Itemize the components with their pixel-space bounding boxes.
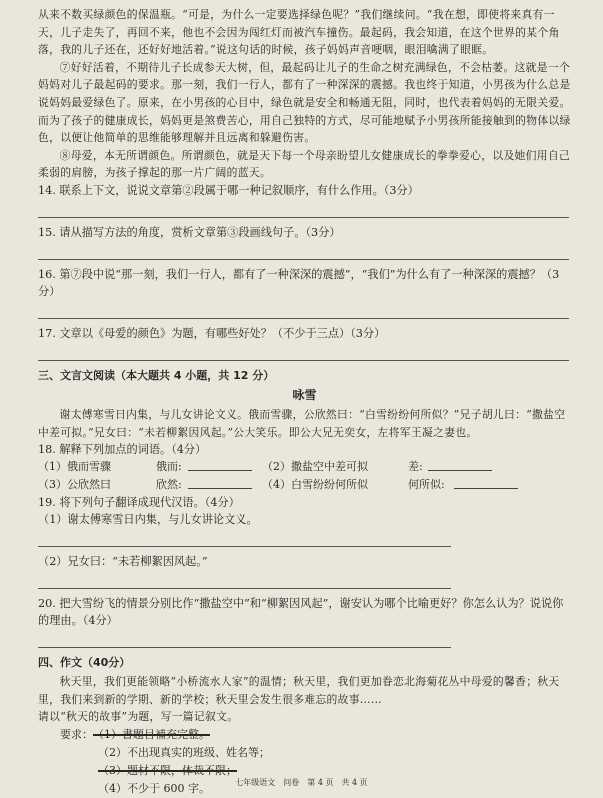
answer-line[interactable]	[38, 300, 569, 319]
question-18: 18. 解释下列加点的词语。（4分）	[38, 443, 207, 457]
q18-word: 欣然:	[156, 478, 182, 492]
essay-task: 请以“秋天的故事”为题，写一篇记叙文。	[38, 710, 239, 724]
q18-word: 差:	[408, 460, 423, 474]
section-heading: 三、文言文阅读（本大题共 4 小题，共 12 分）	[38, 368, 275, 382]
answer-line[interactable]	[38, 528, 451, 547]
question-19-2: （2）兄女曰：“未若柳絮因风起。”	[38, 555, 208, 569]
answer-line[interactable]	[38, 570, 451, 589]
question-19-1: （1）谢太傅寒雪日内集，与儿女讲论文义。	[38, 513, 258, 527]
answer-line[interactable]	[38, 629, 451, 648]
answer-line[interactable]	[38, 342, 569, 361]
passage-paragraph-7: ⑦好好活着，不期待儿子长成参天大树，但，最起码让儿子的生命之树充满绿色，不会枯萎。这就是一个妈妈对儿子最起码的要求。那一刻，我们一行人，都有了一种深深的震撼。我也终于知道，小男孩为什么总是说妈妈最爱绿色了。原来，在小男孩的心目中，绿色就是安全和畅通无阻，同时，也代表着妈妈的无限关爱。而为了孩子的健康成长，妈妈更是煞费苦心，用自己独特的方式，尽可能地赋予小男孩所能接触到的物体以绿色，以便让他简单的思维能够理解并且远离和躲避伤害。	[38, 60, 571, 145]
passage-title: 咏雪	[292, 387, 317, 402]
q18-item: （1）俄而雪骤	[38, 460, 111, 474]
page-footer: 七年级语文 问卷 第 4 页 共 4 页	[235, 778, 368, 787]
q18-row	[38, 476, 571, 494]
requirements-row	[38, 726, 571, 744]
requirements-label: 要求：	[60, 727, 93, 741]
q18-blank[interactable]	[188, 458, 252, 471]
classical-text: 谢太傅寒雪日内集，与儿女讲论文义。俄而雪骤，公欣然曰：“白雪纷纷何所似？”兄子胡儿曰：“撒盐空中差可拟。”兄女曰：“未若柳絮因风起。”公大笑乐。即公大兄无奕女，左将军王凝之妻也。	[38, 407, 566, 439]
q18-blank[interactable]	[428, 458, 492, 471]
passage-paragraph-8: ⑧母爱，本无所谓颜色。所谓颜色，就是天下每一个母亲盼望儿女健康成长的拳拳爱心，以及她们用自己柔弱的肩膀，为孩子撑起的那一片广阔的蓝天。	[38, 148, 571, 180]
q18-blank[interactable]	[454, 476, 518, 489]
question-17: 17. 文章以《母爱的颜色》为题，有哪些好处？（不少于三点）（3分）	[38, 326, 386, 340]
answer-line[interactable]	[38, 199, 569, 218]
essay-prompt: 秋天里，我们更能领略“小桥流水人家”的温情；秋天里，我们更加眷恋北海菊花丛中母爱的馨香；秋天里，我们来到新的学期、新的学校；秋天里会发生很多难忘的故事……	[38, 675, 560, 706]
question-19: 19. 将下列句子翻译成现代汉语。（4分）	[38, 496, 240, 510]
q18-row	[38, 458, 571, 476]
q18-item: （3）公欣然曰	[38, 478, 111, 492]
q18-word: 俄而:	[156, 460, 182, 474]
passage-paragraph: 从来不数买绿颜色的保温瓶。“可是，为什么一定要选择绿色呢？”我们继续问。“我在想，即使将来真有一天，儿子走失了，再回不来，他也不会因为闯红灯而被汽车撞伤。最起码，我会知道，在这个世界的某个角落，我的儿子还在，还好好地活着。”说这句话的时候，孩子妈妈声音哽咽，眼泪噙满了眼眶。	[38, 8, 560, 57]
question-15: 15. 请从描写方法的角度，赏析文章第③段画线句子。（3分）	[38, 225, 341, 239]
q18-blank[interactable]	[188, 476, 252, 489]
question-20: 20. 把大雪纷飞的情景分别比作“撒盐空中”和“柳絮因风起”，谢安认为哪个比喻更好？你怎么认为？说说你的理由。（4分）	[38, 597, 564, 628]
q18-item: （4）白雪纷纷何所似	[262, 478, 368, 492]
requirement-2-text: （2）不出现真实的班级、姓名等；	[98, 745, 270, 759]
requirement-1: （1）書題目補充完整。	[93, 727, 210, 741]
q18-word: 何所似:	[408, 478, 445, 492]
question-16: 16. 第⑦段中说“那一刻，我们一行人，都有了一种深深的震撼”，“我们”为什么有了一种深深的震撼？（3分）	[38, 267, 560, 298]
q18-item: （2）撒盐空中差可拟	[262, 460, 368, 474]
requirement-4-text: （4）不少于 600 字。	[98, 781, 210, 795]
question-14: 14. 联系上下文，说说文章第②段属于哪一种记叙顺序，有什么作用。（3分）	[38, 183, 419, 197]
requirement-3-text: （3）题材不限，体裁不限；	[98, 763, 237, 777]
section-heading: 四、作文（40分）	[38, 656, 131, 670]
answer-line[interactable]	[38, 241, 569, 260]
requirement-2	[38, 744, 571, 762]
